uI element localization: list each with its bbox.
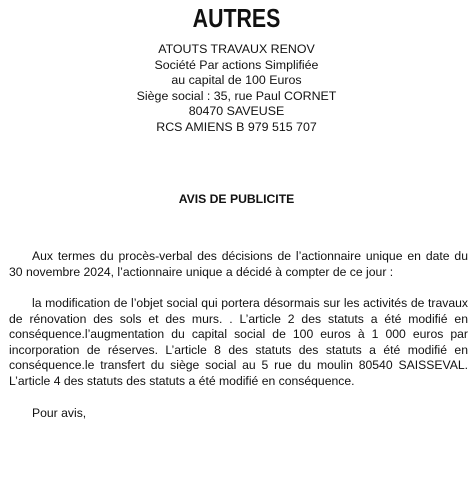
company-legal-form: Société Par actions Simplifiée xyxy=(154,57,319,72)
paragraph-modifications: la modification de l’objet social qui portera désormais sur les activités de travaux de rénovation des sols et des murs. . L’article 2 des statuts a été modifié en conséquence.l’augmentation du capital social de 100 euros à 1 000 euros par incorporation de réserves. L’article 8 des statuts des statuts a été modifié en conséquence.le transfert du siège social au 5 rue du moulin 80540 SAISSEVAL. L’article 4 des statuts des statuts a été modifié en conséquence. xyxy=(9,296,468,388)
company-city: 80470 SAVEUSE xyxy=(188,104,285,119)
company-rcs: RCS AMIENS B 979 515 707 xyxy=(156,119,317,134)
notice-title: AVIS DE PUBLICITE xyxy=(178,192,295,206)
company-capital: au capital de 100 Euros xyxy=(171,73,302,88)
company-name: ATOUTS TRAVAUX RENOV xyxy=(158,42,315,56)
closing-text: Pour avis, xyxy=(32,406,87,420)
company-header xyxy=(0,42,473,136)
section-rubric: AUTRES xyxy=(192,3,281,33)
company-address: Siège social : 35, rue Paul CORNET xyxy=(136,88,337,103)
paragraph-intro: Aux termes du procès-verbal des décisions de l’actionnaire unique en date du 30 novembre 2024, l’actionnaire unique a décidé à compter de ce jour : xyxy=(9,249,468,279)
